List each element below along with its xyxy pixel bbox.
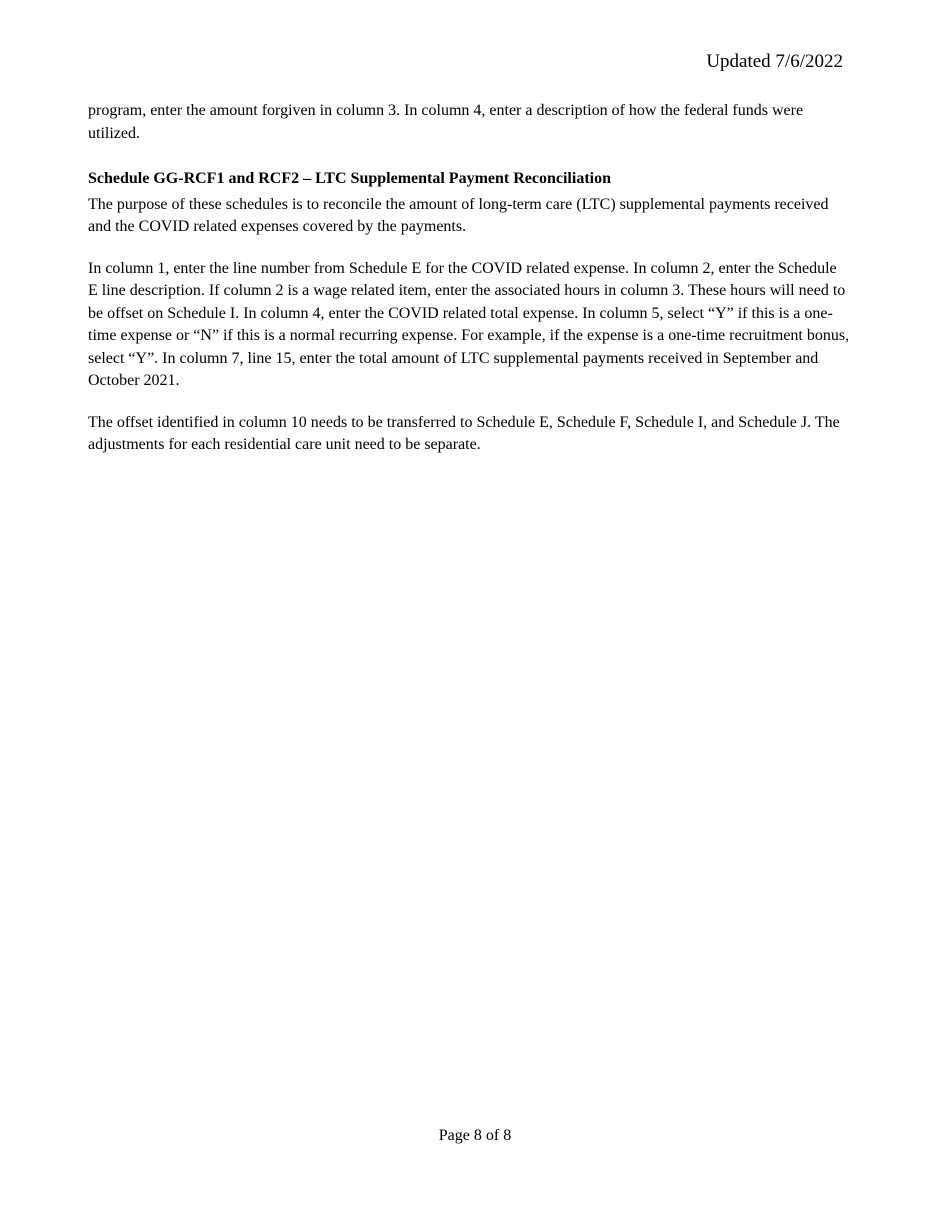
document-body [88,100,850,457]
offset-paragraph: The offset identified in column 10 needs to be transferred to Schedule E, Schedule F, Schedule I, and Schedule J. The adjustments for each residential care unit need to be separate. [88,413,840,453]
purpose-paragraph: The purpose of these schedules is to reconcile the amount of long-term care (LTC) supplemental payments received and the COVID related expenses covered by the payments. [88,195,829,235]
section-heading: Schedule GG-RCF1 and RCF2 – LTC Supplemental Payment Reconciliation [88,170,611,187]
page-number: Page 8 of 8 [438,1127,512,1144]
updated-date: Updated 7/6/2022 [706,51,843,72]
instructions-paragraph: In column 1, enter the line number from Schedule E for the COVID related expense. In column 2, enter the Schedule E line description. If column 2 is a wage related item, enter the associated hours in column 3. These hours will need to be offset on Schedule I. In column 4, enter the COVID related total expense. In column 5, select “Y” if this is a one-time expense or “N” if this is a normal recurring expense. For example, if the expense is a one-time recruitment bonus, select “Y”. In column 7, line 15, enter the total amount of LTC supplemental payments received in September and October 2021. [88,259,850,389]
continued-paragraph: program, enter the amount forgiven in column 3. In column 4, enter a description of how the federal funds were utilized. [88,102,804,142]
